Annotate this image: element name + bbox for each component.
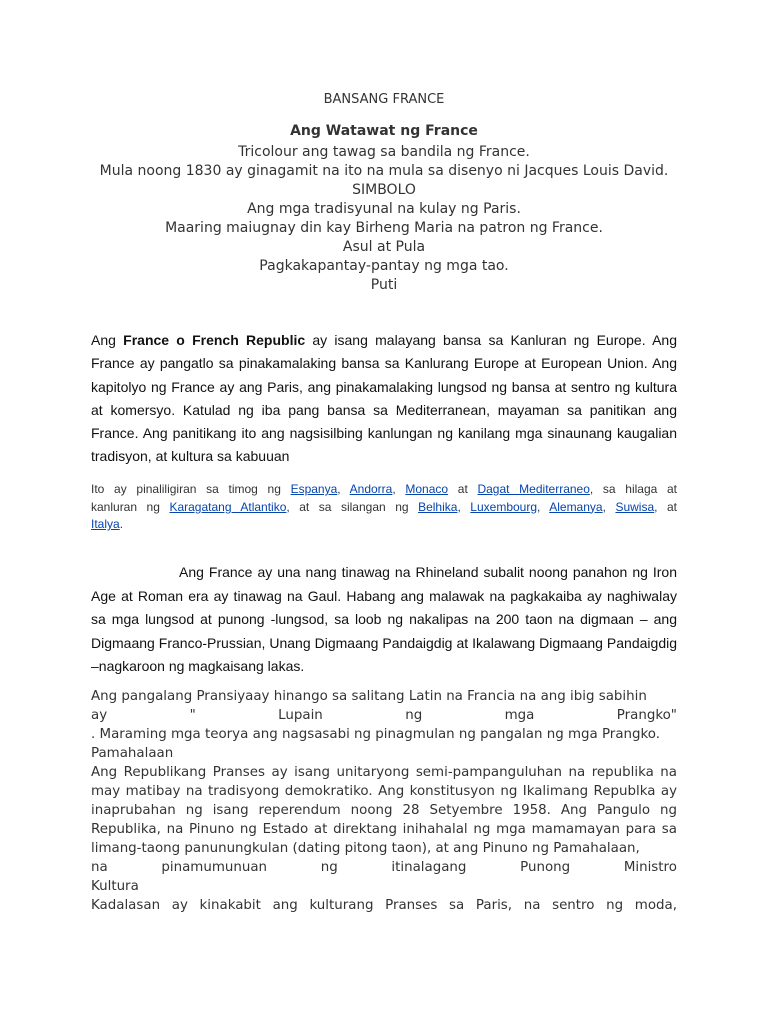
- word: mga: [504, 708, 535, 723]
- link-belhika[interactable]: Belhika: [418, 499, 458, 514]
- intro-bold-term: France o French Republic: [123, 332, 306, 348]
- culture-heading: Kultura: [91, 879, 139, 894]
- flag-line: Mula noong 1830 ay ginagamit na ito na mula sa disenyo ni Jacques Louis David.: [99, 163, 669, 179]
- word: Punong: [520, 860, 571, 875]
- borders-paragraph: [91, 481, 677, 534]
- flag-line: Asul at Pula: [342, 239, 426, 255]
- word: pinamumunuan: [161, 860, 268, 875]
- link-dagat-mediterraneo[interactable]: Dagat Mediterraneo: [477, 482, 590, 496]
- separator: ,: [392, 482, 406, 496]
- document-title: BANSANG FRANCE: [323, 92, 445, 107]
- link-luxembourg[interactable]: Luxembourg: [470, 499, 538, 514]
- flag-line: Puti: [370, 277, 398, 293]
- borders-text: .: [119, 517, 124, 531]
- word: na: [91, 860, 108, 875]
- flag-line: Tricolour ang tawag sa bandila ng France.: [238, 144, 530, 160]
- intro-text: Ang: [91, 332, 124, 348]
- borders-text: , at: [654, 499, 678, 514]
- flag-line: Pagkakapantay-pantay ng mga tao.: [259, 258, 509, 274]
- word: Ministro: [623, 860, 677, 875]
- word: itinalagang: [391, 860, 467, 875]
- intro-text: ay isang malayang bansa sa Kanluran ng Europe. Ang France ay pangatlo sa pinakamalaking bansa sa Kanlurang Europe at European Union. Ang kapitolyo ng France ay ang Paris, ang pinakamalaking lungsod ng bansa at sentro ng kultura at komersyo. Katulad ng iba pang bansa sa Mediterranean, mayaman sa panitikan ang France. Ang panitikang ito ang nagsisilbing kanlungan ng kanilang mga sinaunang kaugalian tradisyon, at kultura sa kabuuan: [91, 332, 677, 465]
- link-alemanya[interactable]: Alemanya: [549, 499, 603, 514]
- link-karagatang-atlantiko[interactable]: Karagatang Atlantiko: [169, 499, 287, 514]
- word: ay: [91, 708, 108, 723]
- separator: ,: [337, 482, 350, 496]
- flag-section-lines: [0, 143, 768, 295]
- flag-line: Ang mga tradisyunal na kulay ng Paris.: [247, 201, 521, 217]
- history-text: Ang France ay una nang tinawag na Rhineland subalit noong panahon ng Iron Age at Roman era ay tinawag na Gaul. Habang ang malawak na pagkakaiba ay naghiwalay sa mga lungsod at punong -lungsod, sa loob ng nakalipas na 200 taon na digmaan – ang Digmaang Franco-Prussian, Unang Digmaang Pandaigdig at Ikalawang Digmaang Pandaigdig –nagkaroon ng magkaisang lakas.: [91, 564, 677, 674]
- word: Prangko": [616, 708, 677, 723]
- link-espanya[interactable]: Espanya: [290, 482, 338, 496]
- intro-paragraph: [91, 329, 677, 469]
- name-origin-justified-line: [91, 706, 677, 725]
- government-heading: Pamahalaan: [91, 746, 174, 761]
- name-government-section: [91, 687, 677, 915]
- separator: ,: [602, 499, 616, 514]
- history-paragraph: [91, 561, 677, 679]
- separator: ,: [537, 499, 550, 514]
- government-paragraph: Ang Republikang Pranses ay isang unitaryong semi-pampanguluhan na republika na may matibay na tradisyong demokratiko. Ang konstitusyon ng Ikalimang Republka ay inaprubahan ng isang reperendum noong 28 Setyembre 1958. Ang Pangulo ng Republika, na Pinuno ng Estado at direktang inihahalal ng mga mamamayan para sa limang-taong panunungkulan (dating pitong taon), at ang Pinuno ng Pamahalaan,: [91, 765, 677, 856]
- name-origin-line: Ang pangalang Pransiyaay hinango sa salitang Latin na Francia na ang ibig sabihin: [91, 689, 647, 704]
- separator: ,: [457, 499, 471, 514]
- culture-line: Kadalasan ay kinakabit ang kulturang Pranses sa Paris, na sentro ng moda,: [91, 898, 677, 913]
- borders-text: at: [448, 482, 478, 496]
- flag-line: SIMBOLO: [352, 182, 416, 198]
- borders-text: , at sa silangan ng: [286, 499, 419, 514]
- link-italya[interactable]: Italya: [91, 517, 120, 531]
- link-suwisa[interactable]: Suwisa: [615, 499, 655, 514]
- government-justified-line: [91, 858, 677, 877]
- flag-line: Maaring maiugnay din kay Birheng Maria na patron ng France.: [165, 220, 603, 236]
- name-theory-line: . Maraming mga teorya ang nagsasabi ng pinagmulan ng pangalan ng mga Prangko.: [91, 727, 660, 742]
- word: ng: [320, 860, 338, 875]
- word: ": [189, 708, 196, 723]
- word: ng: [405, 708, 423, 723]
- flag-section-title: Ang Watawat ng France: [290, 123, 478, 139]
- link-monaco[interactable]: Monaco: [405, 482, 449, 496]
- borders-text: , sa hilaga at kanluran ng: [91, 482, 678, 514]
- borders-text: Ito ay pinaliligiran sa timog ng: [91, 482, 291, 496]
- link-andorra[interactable]: Andorra: [349, 482, 393, 496]
- word: Lupain: [278, 708, 323, 723]
